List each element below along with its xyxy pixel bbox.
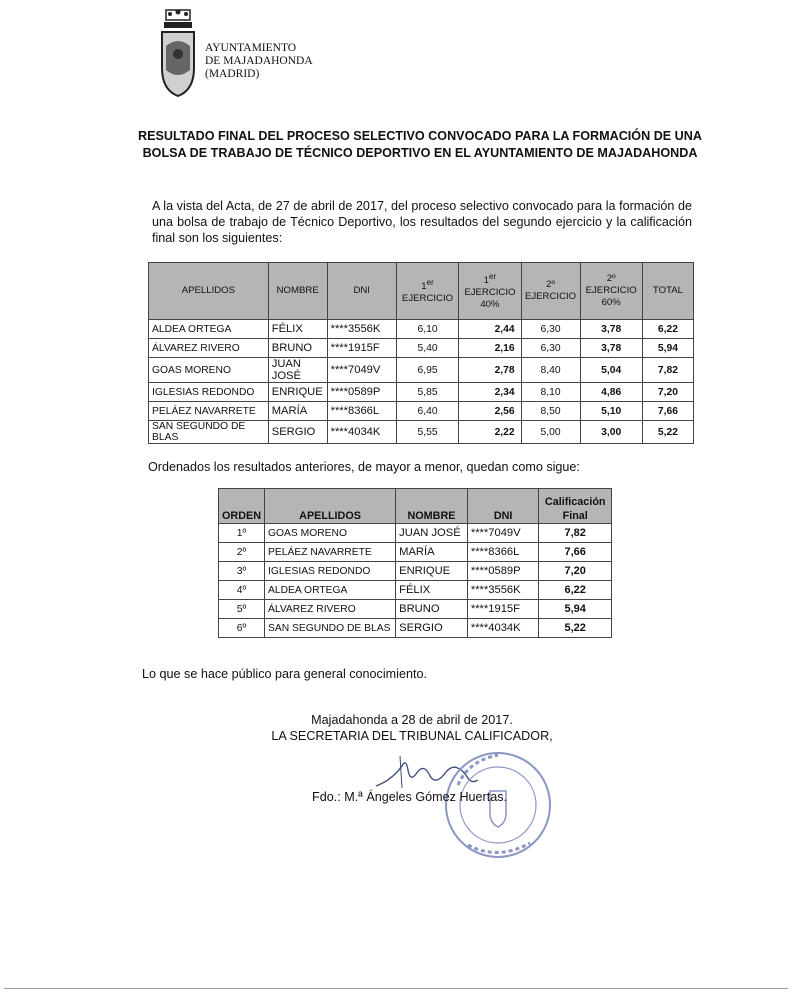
cell-ejercicio-1: 5,40 bbox=[396, 339, 458, 358]
cell-ejercicio-1-pct: 2,44 bbox=[459, 320, 521, 339]
cell-orden: 1º bbox=[219, 524, 265, 543]
bottom-rule bbox=[4, 988, 788, 989]
cell-ejercicio-2-pct: 4,86 bbox=[580, 383, 642, 402]
cell-nombre: SERGIO bbox=[396, 619, 468, 638]
cell-ejercicio-2-pct: 3,78 bbox=[580, 320, 642, 339]
org-line-3: (MADRID) bbox=[205, 68, 260, 80]
results-row bbox=[149, 339, 694, 358]
cell-ejercicio-1: 6,10 bbox=[396, 320, 458, 339]
cell-calificacion: 7,66 bbox=[539, 543, 612, 562]
ej1p-number: 1 bbox=[483, 275, 490, 287]
public-notice: Lo que se hace público para general conocimiento. bbox=[142, 667, 427, 681]
col-ejercicio-1-pct bbox=[459, 263, 521, 320]
calif-line-2: Final bbox=[562, 510, 588, 522]
ej1p-pct: 40% bbox=[480, 299, 500, 311]
col-ejercicio-2 bbox=[521, 263, 580, 320]
cell-nombre: BRUNO bbox=[268, 339, 327, 358]
results-header-row bbox=[149, 263, 694, 320]
signer-role: LA SECRETARIA DEL TRIBUNAL CALIFICADOR, bbox=[271, 729, 553, 743]
cell-dni: ****7049V bbox=[327, 358, 396, 383]
cell-apellidos: GOAS MORENO bbox=[265, 524, 396, 543]
cell-dni: ****7049V bbox=[467, 524, 539, 543]
cell-calificacion: 7,20 bbox=[539, 562, 612, 581]
ranking-row bbox=[219, 600, 612, 619]
ej2p-label: EJERCICIO bbox=[585, 285, 637, 296]
cell-ejercicio-2-pct: 3,00 bbox=[580, 421, 642, 444]
col-apellidos: APELLIDOS bbox=[265, 489, 396, 524]
cell-total: 5,22 bbox=[642, 421, 693, 444]
col-dni: DNI bbox=[467, 489, 539, 524]
col-ejercicio-1 bbox=[396, 263, 458, 320]
place-date: Majadahonda a 28 de abril de 2017. bbox=[311, 713, 513, 727]
cell-ejercicio-2-pct: 3,78 bbox=[580, 339, 642, 358]
ranking-row bbox=[219, 562, 612, 581]
ranking-table bbox=[218, 488, 612, 638]
cell-apellidos: ALDEA ORTEGA bbox=[149, 320, 269, 339]
cell-ejercicio-2: 5,00 bbox=[521, 421, 580, 444]
cell-nombre: MARÍA bbox=[396, 543, 468, 562]
intro-paragraph: A la vista del Acta, de 27 de abril de 2017, del proceso selectivo convocado para la formación de una bolsa de trabajo de Técnico Deportivo, los resultados del segundo ejercicio y la calificación final son los siguientes: bbox=[152, 199, 692, 245]
cell-ejercicio-2-pct: 5,10 bbox=[580, 402, 642, 421]
cell-apellidos: ALDEA ORTEGA bbox=[265, 581, 396, 600]
col-nombre: NOMBRE bbox=[268, 263, 327, 320]
ej1-number: 1 bbox=[421, 281, 427, 293]
ej2-number: 2º bbox=[546, 279, 555, 290]
cell-orden: 4º bbox=[219, 581, 265, 600]
ej1-sup: er bbox=[426, 277, 434, 287]
cell-dni: ****1915F bbox=[467, 600, 539, 619]
ej2p-number: 2º bbox=[606, 273, 616, 284]
cell-total: 6,22 bbox=[642, 320, 693, 339]
cell-orden: 6º bbox=[219, 619, 265, 638]
ranking-row bbox=[219, 619, 612, 638]
ej1p-label: EJERCICIO bbox=[464, 287, 516, 299]
organization-name bbox=[205, 42, 313, 81]
ranking-header-row bbox=[219, 489, 612, 524]
cell-dni: ****0589P bbox=[327, 383, 396, 402]
results-row bbox=[149, 320, 694, 339]
cell-nombre: FÉLIX bbox=[268, 320, 327, 339]
cell-orden: 3º bbox=[219, 562, 265, 581]
results-row bbox=[149, 358, 694, 383]
cell-ejercicio-2: 6,30 bbox=[521, 320, 580, 339]
cell-dni: ****3556K bbox=[467, 581, 539, 600]
cell-dni: ****1915F bbox=[327, 339, 396, 358]
cell-ejercicio-1: 5,85 bbox=[396, 383, 458, 402]
cell-apellidos: SAN SEGUNDO DE BLAS bbox=[265, 619, 396, 638]
org-line-1: AYUNTAMIENTO bbox=[205, 42, 297, 54]
cell-apellidos: PELÁEZ NAVARRETE bbox=[149, 402, 269, 421]
ej1p-sup: er bbox=[489, 271, 497, 281]
cell-total: 7,82 bbox=[642, 358, 693, 383]
cell-dni: ****8366L bbox=[327, 402, 396, 421]
cell-nombre: JUAN JOSÉ bbox=[396, 524, 468, 543]
closing-block bbox=[262, 712, 562, 744]
cell-apellidos: IGLESIAS REDONDO bbox=[149, 383, 269, 402]
cell-calificacion: 5,22 bbox=[539, 619, 612, 638]
cell-nombre: FÉLIX bbox=[396, 581, 468, 600]
coat-of-arms-icon bbox=[158, 6, 198, 98]
cell-ejercicio-2-pct: 5,04 bbox=[580, 358, 642, 383]
cell-orden: 5º bbox=[219, 600, 265, 619]
cell-ejercicio-1-pct: 2,78 bbox=[459, 358, 521, 383]
cell-apellidos: ÁLVAREZ RIVERO bbox=[265, 600, 396, 619]
cell-nombre: SERGIO bbox=[268, 421, 327, 444]
document-title: RESULTADO FINAL DEL PROCESO SELECTIVO CONVOCADO PARA LA FORMACIÓN DE UNA BOLSA DE TRABAJO DE TÉCNICO DEPORTIVO EN EL AYUNTAMIENTO DE MAJADAHONDA bbox=[138, 129, 702, 160]
calif-line-1: Calificación bbox=[544, 496, 606, 508]
cell-nombre: ENRIQUE bbox=[396, 562, 468, 581]
cell-calificacion: 6,22 bbox=[539, 581, 612, 600]
col-apellidos: APELLIDOS bbox=[149, 263, 269, 320]
cell-ejercicio-1-pct: 2,34 bbox=[459, 383, 521, 402]
ranking-intro: Ordenados los resultados anteriores, de mayor a menor, quedan como sigue: bbox=[148, 460, 580, 474]
ej2p-pct: 60% bbox=[601, 297, 621, 308]
results-table bbox=[148, 262, 694, 444]
signer-name: Fdo.: M.ª Ángeles Gómez Huertas. bbox=[312, 790, 508, 804]
cell-ejercicio-1-pct: 2,56 bbox=[459, 402, 521, 421]
cell-apellidos: SAN SEGUNDO DE BLAS bbox=[149, 421, 269, 444]
col-orden: ORDEN bbox=[219, 489, 265, 524]
cell-apellidos: IGLESIAS REDONDO bbox=[265, 562, 396, 581]
cell-ejercicio-1: 6,40 bbox=[396, 402, 458, 421]
col-total: TOTAL bbox=[642, 263, 693, 320]
cell-ejercicio-1: 5,55 bbox=[396, 421, 458, 444]
ranking-row bbox=[219, 543, 612, 562]
cell-calificacion: 5,94 bbox=[539, 600, 612, 619]
cell-total: 7,20 bbox=[642, 383, 693, 402]
col-nombre: NOMBRE bbox=[396, 489, 468, 524]
ranking-row bbox=[219, 581, 612, 600]
col-ejercicio-2-pct bbox=[580, 263, 642, 320]
cell-dni: ****4034K bbox=[327, 421, 396, 444]
cell-ejercicio-2: 8,10 bbox=[521, 383, 580, 402]
cell-nombre: JUAN JOSÉ bbox=[268, 358, 327, 383]
cell-apellidos: PELÁEZ NAVARRETE bbox=[265, 543, 396, 562]
col-dni: DNI bbox=[327, 263, 396, 320]
cell-ejercicio-1-pct: 2,22 bbox=[459, 421, 521, 444]
cell-dni: ****4034K bbox=[467, 619, 539, 638]
cell-ejercicio-1: 6,95 bbox=[396, 358, 458, 383]
official-stamp-icon bbox=[438, 745, 558, 865]
cell-total: 7,66 bbox=[642, 402, 693, 421]
cell-calificacion: 7,82 bbox=[539, 524, 612, 543]
results-row bbox=[149, 383, 694, 402]
cell-nombre: ENRIQUE bbox=[268, 383, 327, 402]
cell-ejercicio-2: 8,40 bbox=[521, 358, 580, 383]
ej1-label: EJERCICIO bbox=[401, 293, 454, 305]
col-calificacion bbox=[539, 489, 612, 524]
cell-dni: ****0589P bbox=[467, 562, 539, 581]
cell-nombre: MARÍA bbox=[268, 402, 327, 421]
cell-nombre: BRUNO bbox=[396, 600, 468, 619]
ranking-row bbox=[219, 524, 612, 543]
results-row bbox=[149, 421, 694, 444]
ej2-label: EJERCICIO bbox=[524, 291, 577, 302]
org-line-2: DE MAJADAHONDA bbox=[205, 55, 313, 67]
cell-apellidos: ÁLVAREZ RIVERO bbox=[149, 339, 269, 358]
cell-dni: ****3556K bbox=[327, 320, 396, 339]
cell-ejercicio-2: 6,30 bbox=[521, 339, 580, 358]
letterhead bbox=[150, 6, 350, 106]
cell-ejercicio-2: 8,50 bbox=[521, 402, 580, 421]
results-row bbox=[149, 402, 694, 421]
cell-apellidos: GOAS MORENO bbox=[149, 358, 269, 383]
cell-ejercicio-1-pct: 2,16 bbox=[459, 339, 521, 358]
cell-total: 5,94 bbox=[642, 339, 693, 358]
cell-orden: 2º bbox=[219, 543, 265, 562]
cell-dni: ****8366L bbox=[467, 543, 539, 562]
